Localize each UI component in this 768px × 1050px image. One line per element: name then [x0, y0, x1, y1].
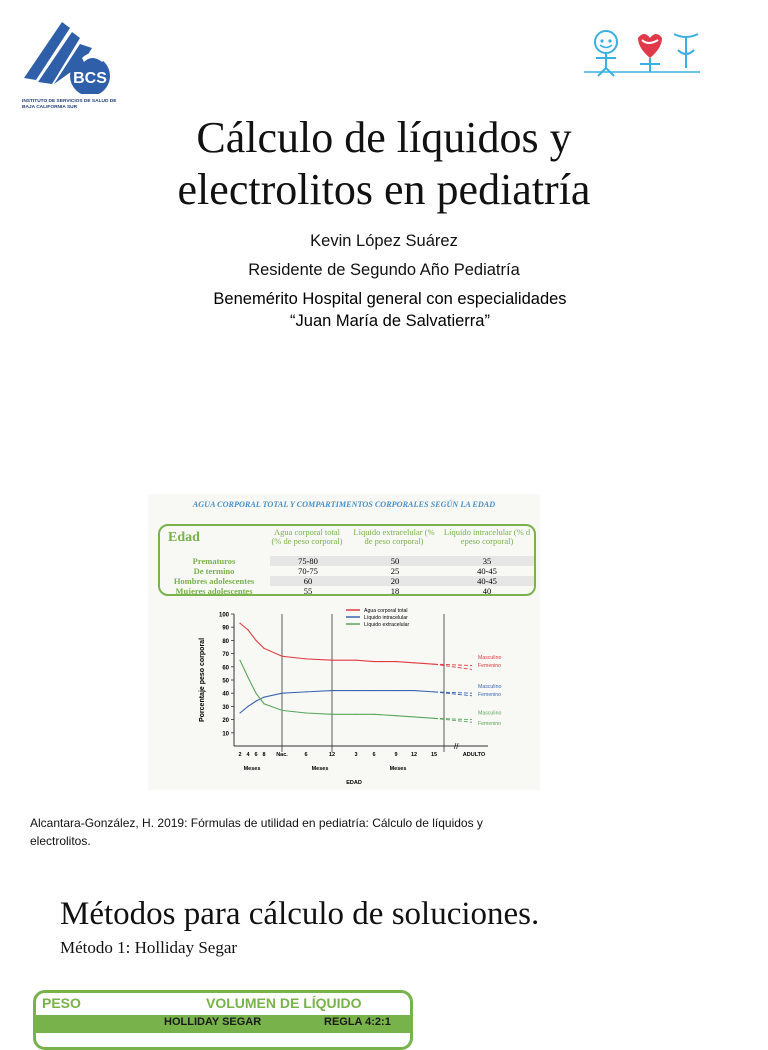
- x-tick-label: 2: [238, 752, 242, 758]
- series-point: [281, 710, 282, 711]
- series-point: [255, 693, 256, 694]
- series-point: [413, 662, 414, 663]
- table-cell: 70-75: [298, 566, 318, 576]
- institution-logo: [22, 18, 118, 116]
- body-water-table: [158, 524, 536, 596]
- series-point: [305, 712, 306, 713]
- series-point: [413, 690, 414, 691]
- body-water-line-chart: [148, 602, 540, 790]
- body-water-figure: [148, 494, 540, 790]
- table-cell: 40-45: [477, 576, 497, 586]
- series-line: [240, 623, 434, 664]
- table-cell: 20: [390, 576, 400, 586]
- series-point: [373, 661, 374, 662]
- series-end-label: Masculino: [478, 654, 502, 661]
- table-header-total: Agua corporal total (% de peso corporal): [271, 527, 343, 546]
- series-point: [239, 712, 240, 713]
- volume-table-sub-holliday: HOLLIDAY SEGAR: [164, 1016, 262, 1028]
- x-tick-label: 4: [246, 752, 250, 758]
- volume-table-sub-rule: REGLA 4:2:1: [324, 1016, 391, 1028]
- series-end-label: Masculino: [478, 710, 502, 717]
- legend-label: Líquido extracelular: [364, 622, 410, 628]
- series-point: [373, 690, 374, 691]
- series-point: [281, 693, 282, 694]
- table-cell: 75-80: [298, 556, 318, 566]
- series-dashed-male: [434, 718, 472, 719]
- table-cell: 18: [390, 586, 400, 596]
- institution-name: Benemérito Hospital general con especialidades “Juan María de Salvatierra”: [213, 290, 567, 330]
- series-point: [331, 690, 332, 691]
- y-tick-label: 80: [222, 638, 229, 645]
- series-point: [247, 629, 248, 630]
- author-role: Residente de Segundo Año Pediatría: [248, 261, 520, 279]
- x-tick-label: 6: [254, 752, 258, 758]
- y-tick-label: 70: [222, 652, 229, 659]
- x-tick-label: 9: [394, 752, 398, 758]
- volume-table: [33, 990, 413, 1050]
- series-point: [281, 656, 282, 657]
- series-point: [395, 661, 396, 662]
- series-point: [263, 697, 264, 698]
- series-point: [239, 623, 240, 624]
- bcs-logo-icon: [22, 18, 118, 94]
- method-subtitle: Método 1: Holliday Segar: [60, 938, 238, 957]
- y-tick-label: 20: [222, 718, 229, 725]
- x-axis-label: EDAD: [346, 780, 362, 786]
- x-tick-label: 6: [372, 752, 376, 758]
- series-point: [355, 660, 356, 661]
- table-cell: 35: [482, 556, 492, 566]
- series-end-label: Masculino: [478, 683, 502, 690]
- series-point: [413, 716, 414, 717]
- series-point: [395, 715, 396, 716]
- table-cell-age: Hombres adolescentes: [173, 576, 255, 586]
- x-tick-label: ADULTO: [462, 752, 486, 758]
- table-cell: 40-45: [477, 566, 497, 576]
- x-tick-label: 3: [354, 752, 358, 758]
- x-tick-label: 15: [430, 752, 438, 758]
- legend-label: Agua corporal total: [364, 608, 408, 614]
- table-cell-age: De termino: [193, 566, 235, 576]
- x-tick-label: 8: [262, 752, 266, 758]
- x-tick-label: 12: [410, 752, 418, 758]
- x-group-label: Meses: [311, 766, 329, 772]
- series-end-label: Femenino: [478, 662, 502, 669]
- series-point: [433, 718, 434, 719]
- series-point: [255, 701, 256, 702]
- y-tick-label: 90: [222, 625, 229, 632]
- x-tick-label: 12: [328, 752, 336, 758]
- series-point: [247, 706, 248, 707]
- legend-label: Líquido intracelular: [364, 615, 408, 621]
- series-point: [305, 658, 306, 659]
- series-point: [355, 690, 356, 691]
- table-cell-age: Prematuros: [192, 556, 236, 566]
- series-line: [240, 660, 434, 718]
- author-name: Kevin López Suárez: [310, 232, 458, 250]
- title-line-1: Cálculo de líquidos y: [196, 113, 572, 162]
- x-group-label: Meses: [389, 766, 407, 772]
- section-title: Métodos para cálculo de soluciones.: [60, 896, 540, 932]
- svg-text:BCS: BCS: [73, 70, 107, 87]
- series-point: [373, 714, 374, 715]
- series-end-label: Femenino: [478, 720, 502, 727]
- table-header-intracellular: Líquido intracelular (% d epeso corporal): [443, 527, 531, 546]
- volume-table-col-weight: PESO: [42, 995, 81, 1011]
- figure-title: AGUA CORPORAL TOTAL Y COMPARTIMENTOS CORPORALES SEGÚN LA EDAD: [192, 500, 496, 509]
- series-line: [240, 691, 434, 713]
- series-point: [255, 640, 256, 641]
- series-point: [433, 691, 434, 692]
- y-tick-label: 10: [222, 731, 229, 738]
- y-tick-label: 50: [222, 678, 229, 685]
- series-dashed-male: [434, 692, 472, 693]
- series-point: [305, 691, 306, 692]
- y-axis-label: Porcentaje peso corporal: [199, 637, 206, 723]
- axis-break-mark: //: [454, 742, 459, 751]
- y-tick-label: 100: [218, 612, 229, 619]
- volume-table-subheader-bar: [36, 1015, 410, 1033]
- series-point: [263, 703, 264, 704]
- series-point: [331, 660, 332, 661]
- series-point: [239, 660, 240, 661]
- x-tick-label: Nac.: [276, 752, 288, 758]
- table-cell: 50: [390, 556, 400, 566]
- logo-caption: INSTITUTO DE SERVICIOS DE SALUD DE BAJA CALIFORNIA SUR: [22, 99, 117, 110]
- series-point: [247, 677, 248, 678]
- title-line-2: electrolitos en pediatría: [177, 165, 591, 214]
- table-header-age: Edad: [168, 530, 200, 545]
- table-header-extracellular: Líquido extracelular (% de peso corporal): [353, 527, 435, 546]
- series-point: [331, 714, 332, 715]
- table-cell: 60: [303, 576, 313, 586]
- citation: Alcantara-González, H. 2019: Fórmulas de utilidad en pediatría: Cálculo de líquidos y electrolitos.: [30, 816, 483, 848]
- series-point: [433, 664, 434, 665]
- x-group-label: Meses: [243, 766, 261, 772]
- y-tick-label: 60: [222, 665, 229, 672]
- y-tick-label: 30: [222, 704, 229, 711]
- series-point: [263, 648, 264, 649]
- page-title: [0, 112, 768, 216]
- series-end-label: Femenino: [478, 691, 502, 698]
- series-point: [395, 690, 396, 691]
- series-point: [355, 714, 356, 715]
- series-dashed-male: [434, 664, 472, 665]
- pediatrics-logo-icon: [582, 28, 702, 78]
- x-tick-label: 6: [304, 752, 308, 758]
- table-cell: 55: [303, 586, 313, 596]
- volume-table-col-volume: VOLUMEN DE LÍQUIDO: [206, 995, 362, 1011]
- table-cell: 25: [390, 566, 400, 576]
- y-tick-label: 40: [222, 691, 229, 698]
- table-cell-age: Mujeres adolescentes: [175, 586, 253, 596]
- table-cell: 40: [482, 586, 492, 596]
